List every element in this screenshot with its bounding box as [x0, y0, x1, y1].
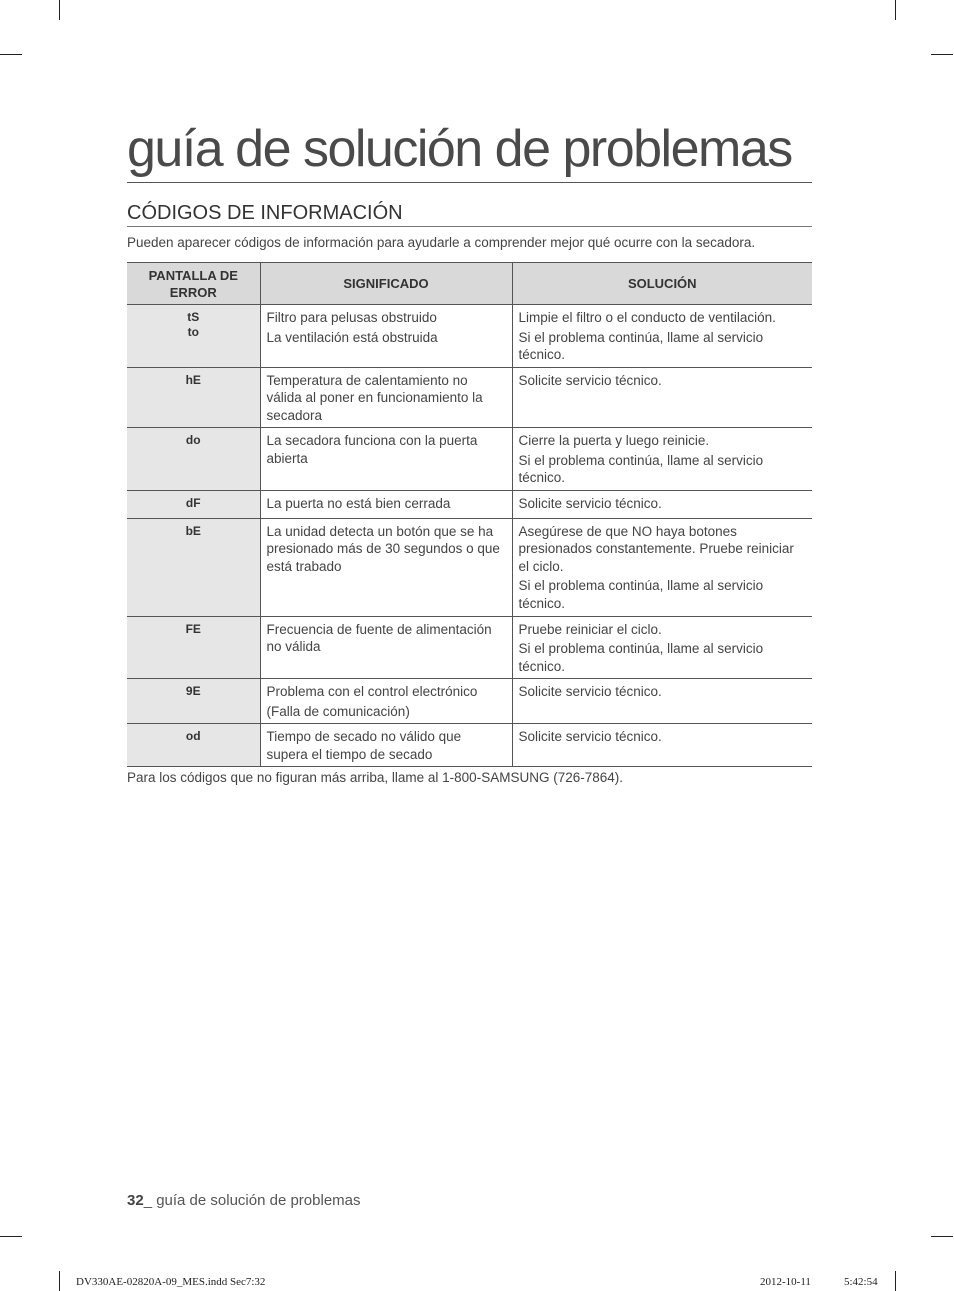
solution-cell: Solicite servicio técnico. [512, 724, 812, 767]
solution-cell: Cierre la puerta y luego reinicie. Si el problema continúa, llame al servicio técnico. [512, 428, 812, 491]
meaning-cell: La unidad detecta un botón que se ha presionado más de 30 segundos o que está trabado [260, 518, 512, 616]
table-header-row [127, 263, 812, 305]
crop-mark [895, 0, 896, 20]
table-row [127, 490, 812, 518]
meaning-cell: La secadora funciona con la puerta abierta [260, 428, 512, 491]
footnote: Para los códigos que no figuran más arriba, llame al 1-800-SAMSUNG (726-7864). [127, 770, 623, 785]
solution-cell: Pruebe reiniciar el ciclo. Si el problema continúa, llame al servicio técnico. [512, 616, 812, 679]
crop-mark [59, 1271, 60, 1291]
footer-label: _ guía de solución de problemas [143, 1192, 361, 1209]
header-error-display: PANTALLA DE ERROR [127, 263, 260, 305]
error-code: tS to [127, 305, 260, 368]
page-title: guía de solución de problemas [127, 118, 812, 183]
error-code: FE [127, 616, 260, 679]
table-row [127, 518, 812, 616]
table-row [127, 428, 812, 491]
solution-cell: Solicite servicio técnico. [512, 367, 812, 428]
meaning-cell: Temperatura de calentamiento no válida al poner en funcionamiento la secadora [260, 367, 512, 428]
slug-time: 5:42:54 [844, 1276, 878, 1288]
section-heading: CÓDIGOS DE INFORMACIÓN [127, 201, 812, 227]
crop-mark [931, 54, 953, 55]
solution-cell: Solicite servicio técnico. [512, 490, 812, 518]
table-row [127, 679, 812, 724]
error-code: od [127, 724, 260, 767]
meaning-cell: Tiempo de secado no válido que supera el tiempo de secado [260, 724, 512, 767]
solution-cell: Limpie el filtro o el conducto de ventilación. Si el problema continúa, llame al servicio técnico. [512, 305, 812, 368]
crop-mark [895, 1271, 896, 1291]
crop-mark [59, 0, 60, 20]
page-footer [127, 1192, 361, 1209]
error-code: hE [127, 367, 260, 428]
table-row [127, 616, 812, 679]
info-codes-table [127, 262, 812, 767]
error-code: bE [127, 518, 260, 616]
error-code: do [127, 428, 260, 491]
meaning-cell: Problema con el control electrónico (Falla de comunicación) [260, 679, 512, 724]
crop-mark [0, 54, 22, 55]
meaning-cell: La puerta no está bien cerrada [260, 490, 512, 518]
intro-text: Pueden aparecer códigos de información para ayudarle a comprender mejor qué ocurre con la secadora. [127, 235, 756, 250]
crop-mark [0, 1236, 22, 1237]
slug-date: 2012-10-11 [760, 1276, 811, 1288]
page-number: 32 [127, 1192, 144, 1209]
table-row [127, 305, 812, 368]
slug-file: DV330AE-02820A-09_MES.indd Sec7:32 [76, 1276, 266, 1288]
error-code: 9E [127, 679, 260, 724]
table-row [127, 367, 812, 428]
header-solution: SOLUCIÓN [512, 263, 812, 305]
crop-mark [931, 1236, 953, 1237]
solution-cell: Asegúrese de que NO haya botones presionados constantemente. Pruebe reiniciar el ciclo. Si el problema continúa, llame al servicio técnico. [512, 518, 812, 616]
error-code: dF [127, 490, 260, 518]
table-row [127, 724, 812, 767]
meaning-cell: Filtro para pelusas obstruido La ventilación está obstruida [260, 305, 512, 368]
solution-cell: Solicite servicio técnico. [512, 679, 812, 724]
header-meaning: SIGNIFICADO [260, 263, 512, 305]
meaning-cell: Frecuencia de fuente de alimentación no válida [260, 616, 512, 679]
